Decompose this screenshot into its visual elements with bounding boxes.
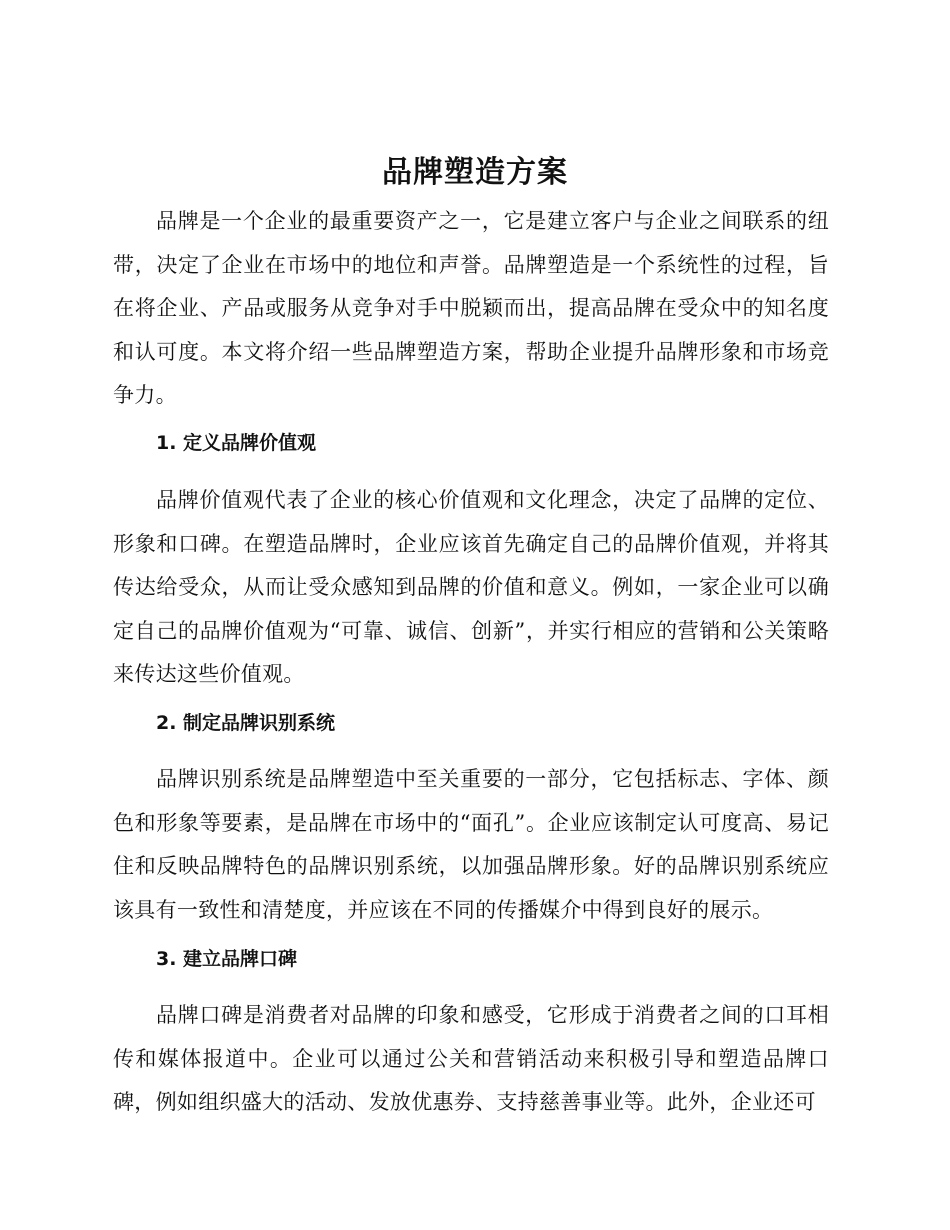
- document-title: 品牌塑造方案: [382, 155, 568, 190]
- section-body-1: 品牌价值观代表了企业的核心价值观和文化理念，决定了品牌的定位、形象和口碑。在塑造品牌时，企业应该首先确定自己的品牌价值观，并将其传达给受众，从而让受众感知到品牌的价值和意义。例如，一家企业可以确定自己的品牌价值观为“可靠、诚信、创新”，并实行相应的营销和公关策略来传达这些价值观。: [113, 488, 829, 686]
- intro-paragraph: 品牌是一个企业的最重要资产之一，它是建立客户与企业之间联系的纽带，决定了企业在市场中的地位和声誉。品牌塑造是一个系统性的过程，旨在将企业、产品或服务从竞争对手中脱颖而出，提高品牌在受众中的知名度和认可度。本文将介绍一些品牌塑造方案，帮助企业提升品牌形象和市场竞争力。: [113, 209, 829, 407]
- section-heading-1: 1. 定义品牌价值观: [156, 432, 317, 454]
- section-heading-2: 2. 制定品牌识别系统: [156, 712, 336, 734]
- section-body-2: 品牌识别系统是品牌塑造中至关重要的一部分，它包括标志、字体、颜色和形象等要素，是品牌在市场中的“面孔”。企业应该制定认可度高、易记住和反映品牌特色的品牌识别系统，以加强品牌形象。好的品牌识别系统应该具有一致性和清楚度，并应该在不同的传播媒介中得到良好的展示。: [113, 767, 829, 922]
- section-body-3: 品牌口碑是消费者对品牌的印象和感受，它形成于消费者之间的口耳相传和媒体报道中。企业可以通过公关和营销活动来积极引导和塑造品牌口碑，例如组织盛大的活动、发放优惠券、支持慈善事业等。此外，企业还可: [113, 1003, 829, 1114]
- section-heading-3: 3. 建立品牌口碑: [156, 948, 298, 970]
